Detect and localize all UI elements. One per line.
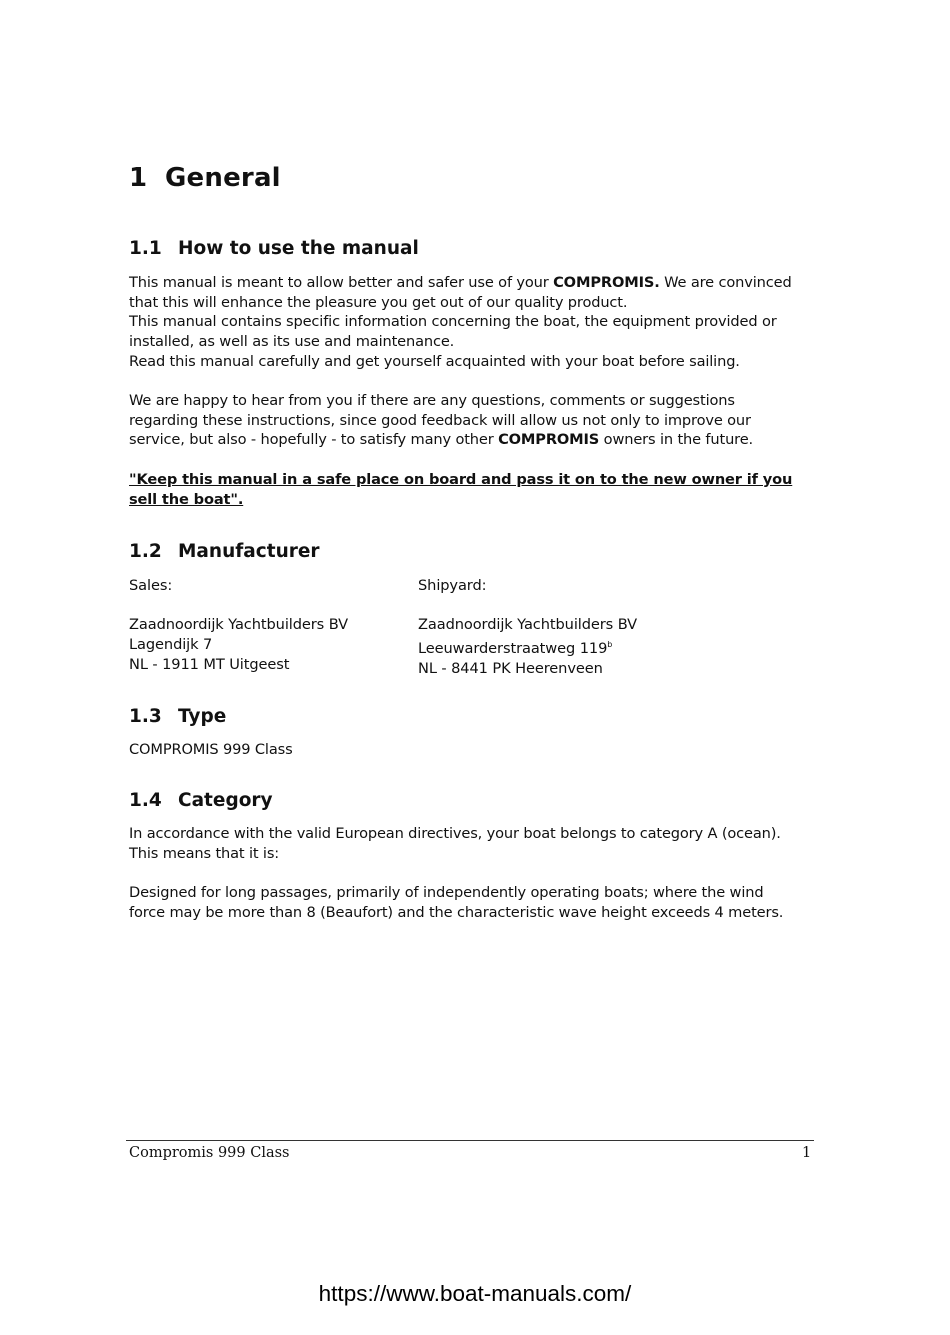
section-title: Manufacturer: [178, 541, 320, 562]
section-heading-1-4: [129, 790, 273, 811]
chapter-heading: [129, 163, 281, 193]
intro-paragraph: This manual is meant to allow better and safer use of your COMPROMIS. We are convinced that this will enhance the pleasure you get out of our quality product. This manual contains specific information concerning the boat, the equipment provided or installed, as well as its use and maintenance. Read this manual carefully and get yourself acquainted with your boat before sailing.: [129, 274, 792, 370]
feedback-paragraph: We are happy to hear from you if there are any questions, comments or suggestions regarding these instructions, since good feedback will allow us not only to improve our service, but also - hopefully - to satisfy many other COMPROMIS owners in the future.: [129, 392, 754, 449]
sales-label: Sales:: [129, 577, 173, 594]
chapter-title: General: [165, 163, 281, 193]
sales-company: Zaadnoordijk Yachtbuilders BV: [129, 616, 349, 634]
chapter-number: 1: [129, 163, 148, 193]
sales-street: Lagendijk 7: [129, 636, 213, 654]
section-heading-1-3: [129, 706, 226, 727]
section-title: Category: [178, 790, 273, 811]
section-number: 1.2: [129, 541, 162, 562]
shipyard-street: Leeuwarderstraatweg 119: [418, 640, 608, 658]
section-heading-1-2: [129, 541, 320, 562]
section-number: 1.1: [129, 238, 162, 259]
shipyard-street-line: [418, 635, 637, 659]
sales-city: NL - 1911 MT Uitgeest: [129, 655, 290, 673]
page-number: 1: [802, 1145, 812, 1161]
section-heading-1-1: [129, 238, 419, 259]
brand-name: COMPROMIS.: [553, 274, 660, 291]
footer-divider: [126, 1140, 814, 1141]
watermark-url: https://www.boat-manuals.com/: [318, 1281, 632, 1306]
section-title: Type: [178, 706, 227, 727]
shipyard-street-suffix: b: [607, 640, 613, 650]
brand-name: COMPROMIS: [498, 431, 600, 449]
section-title: How to use the manual: [178, 238, 419, 259]
section-number: 1.3: [129, 706, 162, 727]
category-definition: Designed for long passages, primarily of independently operating boats; where the wind force may be more than 8 (Beaufort) and the characteristic wave height exceeds 4 meters.: [129, 884, 784, 921]
shipyard-company: Zaadnoordijk Yachtbuilders BV: [418, 616, 638, 634]
shipyard-city: NL - 8441 PK Heerenveen: [418, 659, 603, 677]
type-text: COMPROMIS 999 Class: [129, 741, 293, 758]
category-paragraph: In accordance with the valid European directives, your boat belongs to category A (ocean). This means that it is:: [129, 825, 781, 862]
keep-manual-notice: "Keep this manual in a safe place on board and pass it on to the new owner if you sell the boat".: [129, 471, 793, 508]
footer-title: Compromis 999 Class: [129, 1145, 290, 1161]
shipyard-address: [418, 576, 637, 679]
section-number: 1.4: [129, 790, 162, 811]
shipyard-label: Shipyard:: [418, 577, 487, 594]
sales-address: [129, 576, 348, 675]
